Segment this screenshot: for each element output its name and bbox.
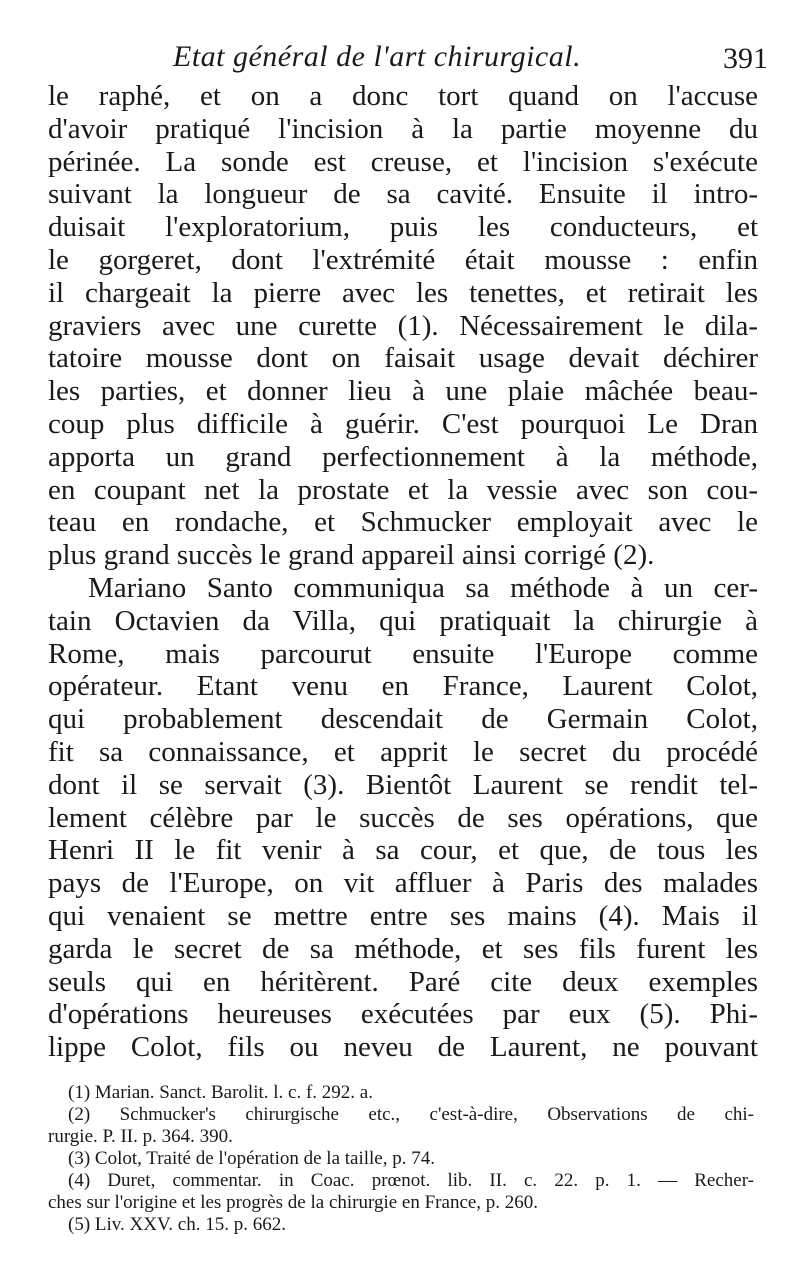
text-line: en coupant net la prostate et la vessie avec son cou- <box>48 473 758 506</box>
text-line: teau en rondache, et Schmucker employait avec le <box>48 506 758 539</box>
text-line: qui venaient se mettre entre ses mains (4). Mais il <box>48 899 758 932</box>
footnote-3: (3) Colot, Traité de l'opération de la taille, p. 74. <box>68 1148 435 1169</box>
footnote-4-continued: ches sur l'origine et les progrès de la chirurgie en France, p. 260. <box>48 1192 539 1213</box>
text-line: le raphé, et on a donc tort quand on l'accuse <box>48 80 758 112</box>
text-line: d'opérations heureuses exécutées par eux (5). Phi- <box>48 998 758 1031</box>
text-line: d'avoir pratiqué l'incision à la partie moyenne du <box>48 112 758 145</box>
text-line: qui probablement descendait de Germain Colot, <box>48 703 758 736</box>
text-line: graviers avec une curette (1). Nécessairement le dila- <box>48 309 758 342</box>
text-line: seuls qui en héritèrent. Paré cite deux exemples <box>48 965 758 998</box>
text-line: garda le secret de sa méthode, et ses fils furent les <box>48 932 758 965</box>
footnote-5: (5) Liv. XXV. ch. 15. p. 662. <box>68 1214 286 1235</box>
page-header <box>48 36 768 80</box>
text-line: le gorgeret, dont l'extrémité était mousse : enfin <box>48 243 758 276</box>
text-line: dont il se servait (3). Bientôt Laurent se rendit tel- <box>48 768 758 801</box>
text-line: Henri II le fit venir à sa cour, et que, de tous les <box>48 834 758 867</box>
footnote-2: (2) Schmucker's chirurgische etc., c'est-à-dire, Observations de chi- <box>68 1104 754 1125</box>
text-line: tain Octavien da Villa, qui pratiquait la chirurgie à <box>48 604 758 637</box>
page-number: 391 <box>723 42 768 75</box>
footnotes <box>48 1082 754 1236</box>
text-line: plus grand succès le grand appareil ainsi corrigé (2). <box>48 539 655 572</box>
text-line: suivant la longueur de sa cavité. Ensuite il intro- <box>48 178 758 211</box>
text-line: opérateur. Etant venu en France, Laurent Colot, <box>48 670 758 703</box>
text-line: duisait l'exploratorium, puis les conducteurs, et <box>48 211 758 244</box>
text-line: tatoire mousse dont on faisait usage devait déchirer <box>48 342 758 375</box>
text-line: périnée. La sonde est creuse, et l'incision s'exécute <box>48 145 758 178</box>
footnote-2-continued: rurgie. P. II. p. 364. 390. <box>48 1126 233 1147</box>
paragraph-first-line: Mariano Santo communiqua sa méthode à un cer- <box>88 571 758 604</box>
text-line: apporta un grand perfectionnement à la méthode, <box>48 440 758 473</box>
text-line: Rome, mais parcourut ensuite l'Europe comme <box>48 637 758 670</box>
text-line: les parties, et donner lieu à une plaie mâchée beau- <box>48 375 758 408</box>
footnote-4: (4) Duret, commentar. in Coac. prœnot. lib. II. c. 22. p. 1. — Recher- <box>68 1170 754 1191</box>
text-line: lement célèbre par le succès de ses opérations, que <box>48 801 758 834</box>
running-title: Etat général de l'art chirurgical. <box>173 40 582 73</box>
footnote-1: (1) Marian. Sanct. Barolit. l. c. f. 292. a. <box>68 1082 373 1103</box>
text-line: pays de l'Europe, on vit affluer à Paris des malades <box>48 867 758 900</box>
text-line: coup plus difficile à guérir. C'est pourquoi Le Dran <box>48 407 758 440</box>
text-line: fit sa connaissance, et apprit le secret du procédé <box>48 735 758 768</box>
text-line: lippe Colot, fils ou neveu de Laurent, ne pouvant <box>48 1031 758 1064</box>
text-line: il chargeait la pierre avec les tenettes, et retirait les <box>48 276 758 309</box>
body-text <box>48 80 758 1064</box>
